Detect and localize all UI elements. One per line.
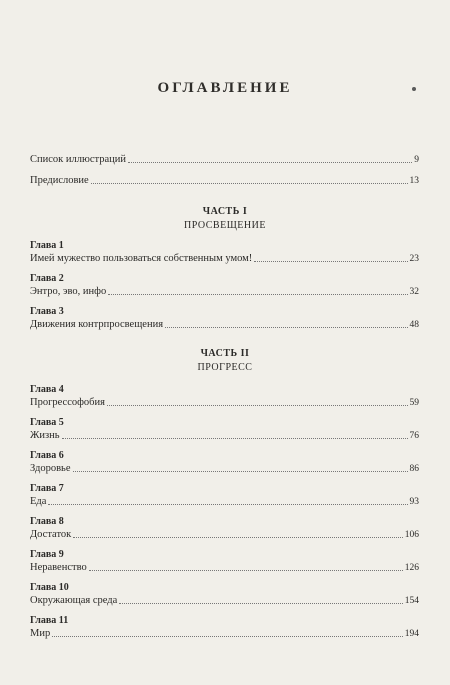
part-number: ЧАСТЬ II [200,348,250,359]
toc-entry-chapter-1[interactable] [30,251,419,265]
leader-dots [107,405,408,406]
toc-entry-illustrations[interactable] [30,152,419,166]
entry-page: 23 [409,254,419,264]
entry-page: 48 [409,320,419,330]
toc-entry-preface[interactable] [30,173,419,187]
chapter-label: Глава 1 [30,240,64,251]
entry-text: Мир [30,628,51,639]
part-heading-1 [0,206,450,231]
entry-text: Здоровье [30,463,71,474]
leader-dots [48,504,407,505]
toc-entry-chapter-3[interactable] [30,317,419,331]
part-heading-2 [0,348,450,373]
leader-dots [108,294,407,295]
entry-page: 32 [409,287,419,297]
toc-entry-chapter-6[interactable] [30,461,419,475]
toc-entry-chapter-9[interactable] [30,560,419,574]
toc-entry-chapter-8[interactable] [30,527,419,541]
entry-page: 154 [404,596,419,606]
entry-text: Окружающая среда [30,595,118,606]
entry-page: 86 [409,464,419,474]
toc-entry-chapter-7[interactable] [30,494,419,508]
entry-page: 194 [404,629,419,639]
leader-dots [73,471,408,472]
toc-entry-chapter-10[interactable] [30,593,419,607]
toc-entry-chapter-11[interactable] [30,626,419,640]
entry-text: Список иллюстраций [30,154,126,165]
entry-text: Еда [30,496,47,507]
entry-text: Неравенство [30,562,87,573]
entry-page: 126 [404,563,419,573]
chapter-label: Глава 9 [30,549,64,560]
toc-entry-chapter-2[interactable] [30,284,419,298]
toc-entry-chapter-4[interactable] [30,395,419,409]
part-title: ПРОСВЕЩЕНИЕ [184,220,266,231]
leader-dots [128,162,412,163]
chapter-label: Глава 7 [30,483,64,494]
corner-mark [412,87,416,91]
entry-text: Предисловие [30,175,89,186]
leader-dots [91,183,408,184]
chapter-label: Глава 11 [30,615,69,626]
entry-text: Энтро, эво, инфо [30,286,107,297]
chapter-label: Глава 2 [30,273,64,284]
chapter-label: Глава 6 [30,450,64,461]
entry-text: Достаток [30,529,72,540]
leader-dots [165,327,407,328]
chapter-label: Глава 3 [30,306,64,317]
chapter-label: Глава 10 [30,582,69,593]
chapter-label: Глава 4 [30,384,64,395]
entry-text: Имей мужество пользоваться собственным умом! [30,253,253,264]
page-title: ОГЛАВЛЕНИЕ [157,80,293,96]
entry-page: 106 [404,530,419,540]
entry-page: 59 [409,398,419,408]
part-title: ПРОГРЕСС [197,362,253,373]
entry-text: Движения контрпросвещения [30,319,164,330]
entry-page: 9 [414,155,419,165]
part-number: ЧАСТЬ I [202,206,248,217]
leader-dots [89,570,403,571]
entry-page: 13 [409,176,419,186]
entry-text: Прогрессофобия [30,397,105,408]
leader-dots [73,537,403,538]
toc-entry-chapter-5[interactable] [30,428,419,442]
leader-dots [119,603,402,604]
leader-dots [52,636,403,637]
chapter-label: Глава 5 [30,417,64,428]
entry-page: 76 [409,431,419,441]
leader-dots [62,438,408,439]
entry-text: Жизнь [30,430,60,441]
entry-page: 93 [409,497,419,507]
chapter-label: Глава 8 [30,516,64,527]
leader-dots [254,261,407,262]
